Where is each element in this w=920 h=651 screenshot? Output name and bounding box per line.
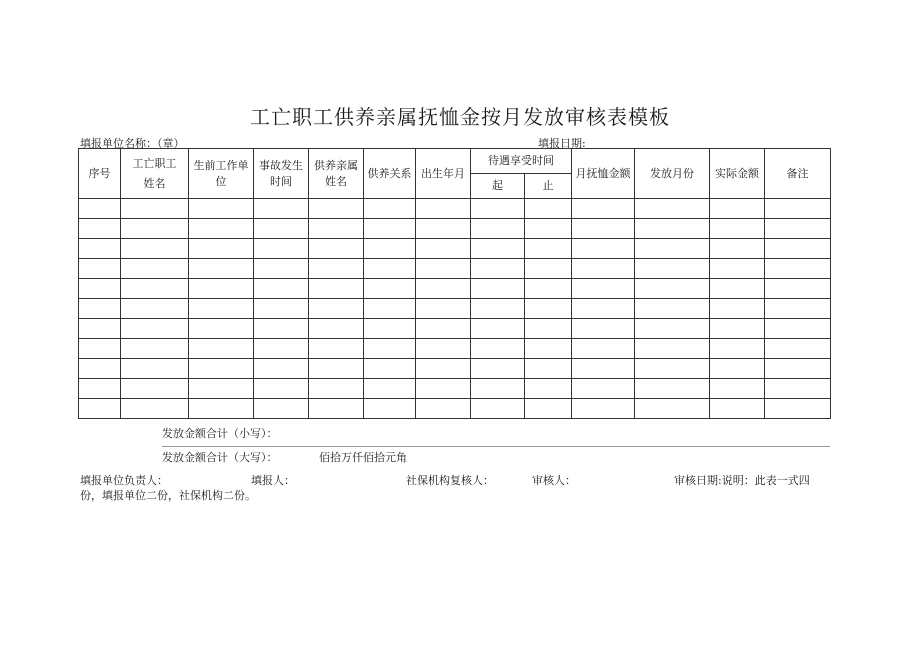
table-row — [79, 219, 831, 239]
table-cell — [572, 359, 635, 379]
table-cell — [254, 379, 309, 399]
social-reviewer-label: 社保机构复核人： — [406, 474, 494, 487]
table-cell — [416, 379, 471, 399]
table-cell — [254, 339, 309, 359]
table-cell — [572, 379, 635, 399]
table-cell — [79, 199, 121, 219]
table-cell — [572, 239, 635, 259]
table-cell — [710, 359, 765, 379]
table-cell — [189, 299, 254, 319]
table-cell — [572, 199, 635, 219]
table-cell — [189, 399, 254, 419]
table-cell — [572, 339, 635, 359]
table-row — [79, 279, 831, 299]
review-date-label: 审核日期:说明：此表一式四 — [674, 474, 810, 487]
table-cell — [710, 319, 765, 339]
header-worker-bottom: 姓名 — [143, 176, 166, 190]
table-cell — [309, 299, 364, 319]
table-cell — [471, 319, 525, 339]
table-cell — [254, 239, 309, 259]
table-cell — [254, 199, 309, 219]
header-benefit-period: 待遇享受时间 — [471, 149, 572, 174]
table-cell — [525, 339, 572, 359]
table-cell — [189, 259, 254, 279]
table-cell — [635, 299, 710, 319]
review-table — [78, 148, 831, 419]
table-cell — [710, 279, 765, 299]
table-cell — [572, 299, 635, 319]
header-relation: 供养关系 — [364, 149, 416, 199]
table-cell — [416, 299, 471, 319]
table-cell — [121, 359, 189, 379]
header-remark: 备注 — [765, 149, 831, 199]
table-row — [79, 299, 831, 319]
table-cell — [765, 359, 831, 379]
table-cell — [765, 259, 831, 279]
table-cell — [710, 259, 765, 279]
table-row — [79, 339, 831, 359]
table-cell — [572, 259, 635, 279]
table-cell — [525, 319, 572, 339]
table-row — [79, 379, 831, 399]
table-cell — [525, 219, 572, 239]
table-cell — [765, 219, 831, 239]
table-cell — [765, 339, 831, 359]
table-cell — [364, 379, 416, 399]
table-cell — [309, 279, 364, 299]
table-cell — [416, 259, 471, 279]
fill-date-label: 填报日期: — [538, 137, 586, 150]
table-cell — [416, 399, 471, 419]
table-cell — [121, 199, 189, 219]
table-cell — [189, 219, 254, 239]
table-cell — [364, 219, 416, 239]
table-cell — [635, 339, 710, 359]
header-birth: 出生年月 — [416, 149, 471, 199]
table-cell — [79, 319, 121, 339]
table-cell — [416, 359, 471, 379]
table-cell — [254, 259, 309, 279]
header-prior-unit-text: 生前工作单位 — [193, 158, 249, 188]
table-cell — [121, 399, 189, 419]
table-row — [79, 199, 831, 219]
table-row — [79, 259, 831, 279]
header-monthly-amount: 月抚恤金额 — [572, 149, 635, 199]
header-accident-time-text: 事故发生时间 — [259, 158, 303, 188]
table-cell — [121, 219, 189, 239]
table-cell — [79, 259, 121, 279]
table-cell — [364, 339, 416, 359]
table-cell — [189, 379, 254, 399]
table-cell — [765, 319, 831, 339]
table-row — [79, 399, 831, 419]
table-cell — [254, 399, 309, 419]
table-cell — [471, 379, 525, 399]
table-cell — [471, 199, 525, 219]
table-cell — [189, 319, 254, 339]
reviewer-label: 审核人： — [532, 474, 576, 487]
table-cell — [121, 319, 189, 339]
sum-big-label: 发放金额合计（大写）： — [162, 451, 278, 464]
table-cell — [309, 339, 364, 359]
table-cell — [79, 279, 121, 299]
table-cell — [635, 259, 710, 279]
table-cell — [416, 219, 471, 239]
sum-big-units: 佰拾万仟佰拾元角 — [319, 451, 407, 464]
filler-label: 填报人： — [251, 474, 295, 487]
unit-leader-label: 填报单位负责人： — [80, 474, 168, 487]
table-cell — [635, 319, 710, 339]
table-cell — [364, 319, 416, 339]
table-cell — [635, 219, 710, 239]
table-cell — [416, 339, 471, 359]
table-cell — [79, 299, 121, 319]
table-cell — [309, 399, 364, 419]
header-accident-time — [254, 149, 309, 199]
table-cell — [79, 379, 121, 399]
table-cell — [309, 239, 364, 259]
table-cell — [765, 379, 831, 399]
table-cell — [79, 239, 121, 259]
table-cell — [189, 359, 254, 379]
table-cell — [765, 239, 831, 259]
table-cell — [364, 359, 416, 379]
table-cell — [525, 379, 572, 399]
table-cell — [635, 279, 710, 299]
table-cell — [189, 239, 254, 259]
table-cell — [189, 279, 254, 299]
table-cell — [416, 239, 471, 259]
page-title: 工亡职工供养亲属抚恤金按月发放审核表模板 — [250, 105, 670, 129]
table-cell — [254, 359, 309, 379]
table-cell — [765, 279, 831, 299]
table-cell — [525, 279, 572, 299]
header-pay-month: 发放月份 — [635, 149, 710, 199]
table-cell — [364, 299, 416, 319]
table-cell — [635, 359, 710, 379]
table-cell — [635, 379, 710, 399]
table-cell — [121, 279, 189, 299]
table-body — [79, 199, 831, 419]
table-row — [79, 239, 831, 259]
table-cell — [765, 299, 831, 319]
table-row — [79, 319, 831, 339]
table-cell — [710, 299, 765, 319]
table-cell — [635, 239, 710, 259]
table-cell — [254, 299, 309, 319]
table-cell — [525, 239, 572, 259]
table-cell — [471, 259, 525, 279]
table-cell — [416, 279, 471, 299]
sum-divider — [162, 446, 830, 447]
table-cell — [525, 259, 572, 279]
table-cell — [572, 319, 635, 339]
table-cell — [364, 239, 416, 259]
header-deceased-worker — [121, 149, 189, 199]
header-dependent-name-text: 供养亲属姓名 — [314, 158, 358, 188]
table-cell — [710, 199, 765, 219]
table-cell — [254, 319, 309, 339]
table-cell — [364, 259, 416, 279]
table-cell — [710, 239, 765, 259]
table-cell — [765, 199, 831, 219]
table-cell — [572, 279, 635, 299]
table-cell — [765, 399, 831, 419]
table-cell — [710, 219, 765, 239]
table-cell — [309, 219, 364, 239]
table-cell — [471, 219, 525, 239]
table-cell — [364, 399, 416, 419]
table-cell — [525, 199, 572, 219]
table-cell — [309, 359, 364, 379]
table-cell — [572, 219, 635, 239]
table-cell — [710, 379, 765, 399]
table-cell — [79, 339, 121, 359]
table-cell — [572, 399, 635, 419]
table-row — [79, 359, 831, 379]
table-cell — [364, 279, 416, 299]
table-cell — [471, 299, 525, 319]
table-cell — [254, 219, 309, 239]
table-cell — [121, 339, 189, 359]
table-cell — [189, 199, 254, 219]
table-cell — [79, 359, 121, 379]
table-cell — [471, 339, 525, 359]
header-actual-amount: 实际金额 — [710, 149, 765, 199]
header-seq: 序号 — [79, 149, 121, 199]
table-cell — [121, 239, 189, 259]
header-end: 止 — [525, 174, 572, 199]
table-cell — [710, 339, 765, 359]
table-cell — [525, 399, 572, 419]
table-cell — [635, 399, 710, 419]
table-cell — [309, 319, 364, 339]
header-prior-unit — [189, 149, 254, 199]
table-cell — [416, 199, 471, 219]
table-cell — [254, 279, 309, 299]
header-start: 起 — [471, 174, 525, 199]
table-cell — [121, 259, 189, 279]
table-cell — [710, 399, 765, 419]
sum-small-label: 发放金额合计（小写）： — [162, 427, 278, 440]
table-cell — [79, 219, 121, 239]
table-cell — [189, 339, 254, 359]
table-cell — [309, 259, 364, 279]
table-cell — [471, 279, 525, 299]
header-dependent-name — [309, 149, 364, 199]
table-cell — [471, 359, 525, 379]
table-cell — [471, 399, 525, 419]
header-worker-top: 工亡职工 — [132, 156, 177, 170]
table-cell — [121, 299, 189, 319]
table-cell — [364, 199, 416, 219]
table-cell — [471, 239, 525, 259]
table-cell — [309, 379, 364, 399]
note-continuation: 份，填报单位二份，社保机构二份。 — [80, 489, 256, 502]
table-cell — [309, 199, 364, 219]
unit-name-label: 填报单位名称：（章） — [80, 137, 185, 150]
table-cell — [121, 379, 189, 399]
table-cell — [525, 299, 572, 319]
table-cell — [416, 319, 471, 339]
table-cell — [635, 199, 710, 219]
table-cell — [525, 359, 572, 379]
table-cell — [79, 399, 121, 419]
